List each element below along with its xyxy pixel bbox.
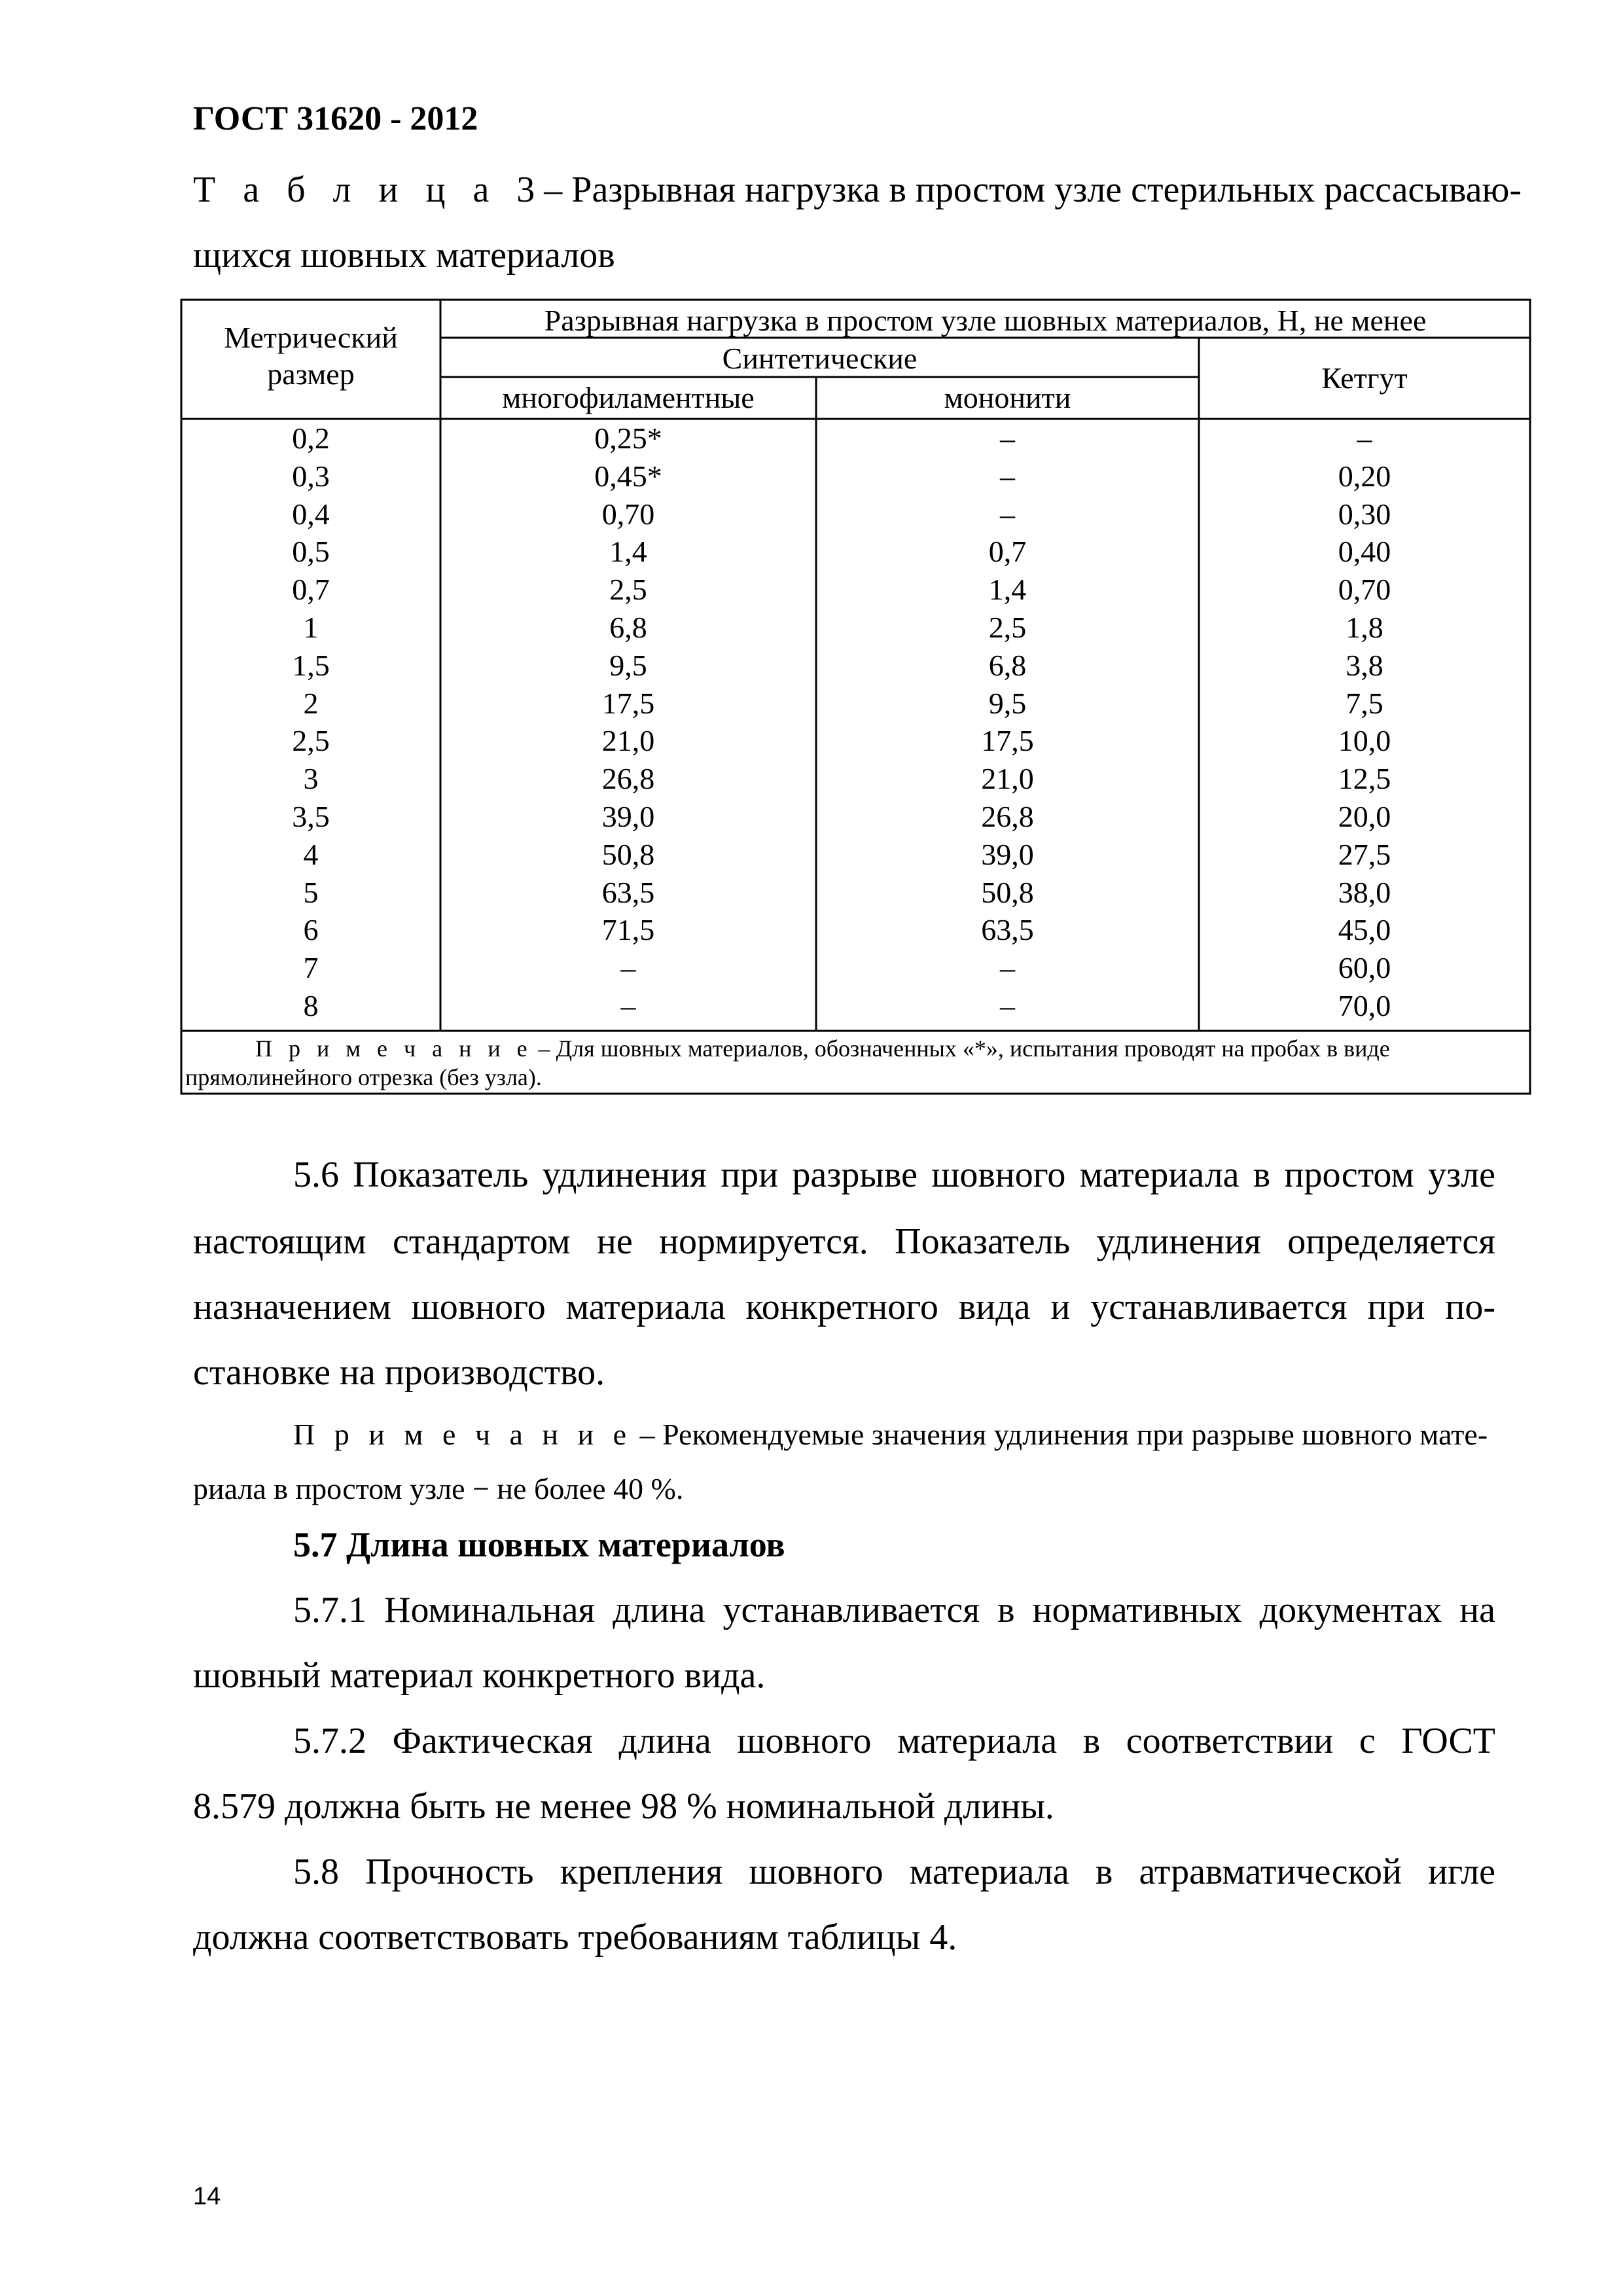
col-size-header-line2: размер (267, 357, 355, 391)
cell-catgut: – (1357, 422, 1372, 455)
cell-multifilament: – (620, 951, 636, 985)
cell-catgut: 0,20 (1338, 459, 1391, 493)
cell-multifilament: 63,5 (601, 875, 655, 909)
cell-monofilament: – (1000, 951, 1015, 985)
note-text: – Рекомендуемые значения удлинения при разрыве шовного мате- (632, 1418, 1488, 1451)
cell-multifilament: 21,0 (601, 724, 655, 758)
cell-monofilament: 1,4 (988, 573, 1027, 607)
col-multi-header: многофиламентные (502, 381, 755, 414)
col-mono-header: мононити (944, 381, 1071, 414)
table-note-text: – Для шовных материалов, обозначенных «*», испытания проводят на пробах в виде (532, 1035, 1390, 1062)
paragraph-5-6-line: настоящим стандартом не нормируется. Показатель удлинения определяется (193, 1221, 1495, 1262)
col-catgut-header: Кетгут (1321, 361, 1408, 395)
cell-monofilament: 50,8 (981, 875, 1034, 909)
cell-multifilament: – (620, 989, 636, 1022)
document-id: ГОСТ 31620 - 2012 (193, 100, 478, 137)
cell-catgut: 70,0 (1338, 989, 1391, 1022)
cell-catgut: 0,70 (1338, 573, 1391, 607)
cell-monofilament: 9,5 (988, 686, 1027, 720)
cell-size: 0,2 (292, 422, 330, 455)
page-number: 14 (193, 2183, 221, 2210)
cell-multifilament: 0,45* (594, 459, 662, 493)
cell-monofilament: 21,0 (981, 762, 1034, 796)
paragraph-5-6-line: 5.6 Показатель удлинения при разрыве шовного материала в простом узле (293, 1155, 1495, 1195)
cell-size: 0,5 (292, 535, 330, 569)
cell-size: 0,7 (292, 573, 330, 607)
cell-monofilament: 26,8 (981, 800, 1034, 833)
col-size-header-line1: Метрический (224, 321, 398, 354)
cell-size: 3,5 (292, 800, 330, 833)
cell-multifilament: 6,8 (609, 611, 647, 644)
cell-catgut: 0,30 (1338, 497, 1391, 531)
col-size-header (181, 319, 440, 393)
cell-size: 5 (303, 875, 319, 909)
paragraph-5-7-1-line: 5.7.1 Номинальная длина устанавливается в нормативных документах на (293, 1590, 1495, 1630)
cell-catgut: 1,8 (1346, 611, 1383, 644)
cell-size: 7 (303, 951, 319, 985)
cell-catgut: 45,0 (1338, 913, 1391, 947)
cell-multifilament: 71,5 (601, 913, 655, 947)
cell-monofilament: – (1000, 989, 1015, 1022)
table-note-continued: прямолинейного отрезка (без узла). (185, 1064, 542, 1090)
cell-size: 2,5 (292, 724, 330, 758)
cell-multifilament: 50,8 (601, 837, 655, 871)
paragraph-5-7-2-line: 8.579 должна быть не менее 98 % номинальной длины. (193, 1786, 1054, 1827)
cell-monofilament: 0,7 (988, 535, 1027, 569)
cell-multifilament: 26,8 (601, 762, 655, 796)
note-5-6 (293, 1415, 1488, 1454)
note-label: П р и м е ч а н и е (293, 1418, 633, 1451)
col-synthetic-header: Синтетические (722, 342, 918, 375)
cell-monofilament: 6,8 (988, 648, 1027, 682)
cell-monofilament: – (1000, 497, 1015, 531)
cell-catgut: 60,0 (1338, 951, 1391, 985)
cell-monofilament: – (1000, 459, 1015, 493)
cell-size: 3 (303, 762, 319, 796)
cell-catgut: 0,40 (1338, 535, 1391, 569)
paragraph-5-8-line: должна соответствовать требованиям таблицы 4. (193, 1917, 957, 1958)
cell-multifilament: 9,5 (609, 648, 647, 682)
cell-size: 2 (303, 686, 319, 720)
table-caption (193, 167, 1522, 213)
cell-catgut: 3,8 (1346, 648, 1383, 682)
cell-size: 0,4 (292, 497, 330, 531)
cell-monofilament: – (1000, 422, 1015, 455)
paragraph-5-6-line: становке на производство. (193, 1352, 605, 1393)
table-caption-text: – Разрывная нагрузка в простом узле стерильных рассасываю- (544, 170, 1522, 210)
cell-catgut: 7,5 (1346, 686, 1383, 720)
table-caption-label: Т а б л и ц а 3 (193, 170, 544, 210)
paragraph-5-7-1-line: шовный материал конкретного вида. (193, 1655, 766, 1696)
paragraph-5-8-line: 5.8 Прочность крепления шовного материала в атравматической игле (293, 1852, 1495, 1892)
cell-multifilament: 1,4 (609, 535, 647, 569)
col-group-header: Разрывная нагрузка в простом узле шовных материалов, Н, не менее (544, 304, 1427, 337)
cell-monofilament: 63,5 (981, 913, 1034, 947)
note-5-6-continued: риала в простом узле − не более 40 %. (193, 1472, 684, 1505)
table-note (255, 1033, 1390, 1064)
cell-size: 0,3 (292, 459, 330, 493)
paragraph-5-6-line: назначением шовного материала конкретного вида и устанавливается при по- (193, 1287, 1495, 1327)
cell-monofilament: 39,0 (981, 837, 1034, 871)
cell-size: 8 (303, 989, 319, 1022)
section-heading-5-7: 5.7 Длина шовных материалов (293, 1525, 785, 1564)
cell-size: 6 (303, 913, 319, 947)
cell-multifilament: 17,5 (601, 686, 655, 720)
cell-catgut: 27,5 (1338, 837, 1391, 871)
table-note-label: П р и м е ч а н и е (255, 1035, 533, 1062)
cell-multifilament: 0,70 (601, 497, 655, 531)
cell-monofilament: 2,5 (988, 611, 1027, 644)
cell-monofilament: 17,5 (981, 724, 1034, 758)
cell-multifilament: 2,5 (609, 573, 647, 607)
cell-catgut: 12,5 (1338, 762, 1391, 796)
cell-catgut: 20,0 (1338, 800, 1391, 833)
cell-size: 1,5 (292, 648, 330, 682)
cell-size: 4 (303, 837, 319, 871)
cell-multifilament: 0,25* (594, 422, 662, 455)
cell-multifilament: 39,0 (601, 800, 655, 833)
paragraph-5-7-2-line: 5.7.2 Фактическая длина шовного материала в соответствии с ГОСТ (293, 1721, 1495, 1761)
cell-catgut: 10,0 (1338, 724, 1391, 758)
cell-catgut: 38,0 (1338, 875, 1391, 909)
cell-size: 1 (303, 611, 319, 644)
table-caption-continued: щихся шовных материалов (193, 235, 615, 276)
